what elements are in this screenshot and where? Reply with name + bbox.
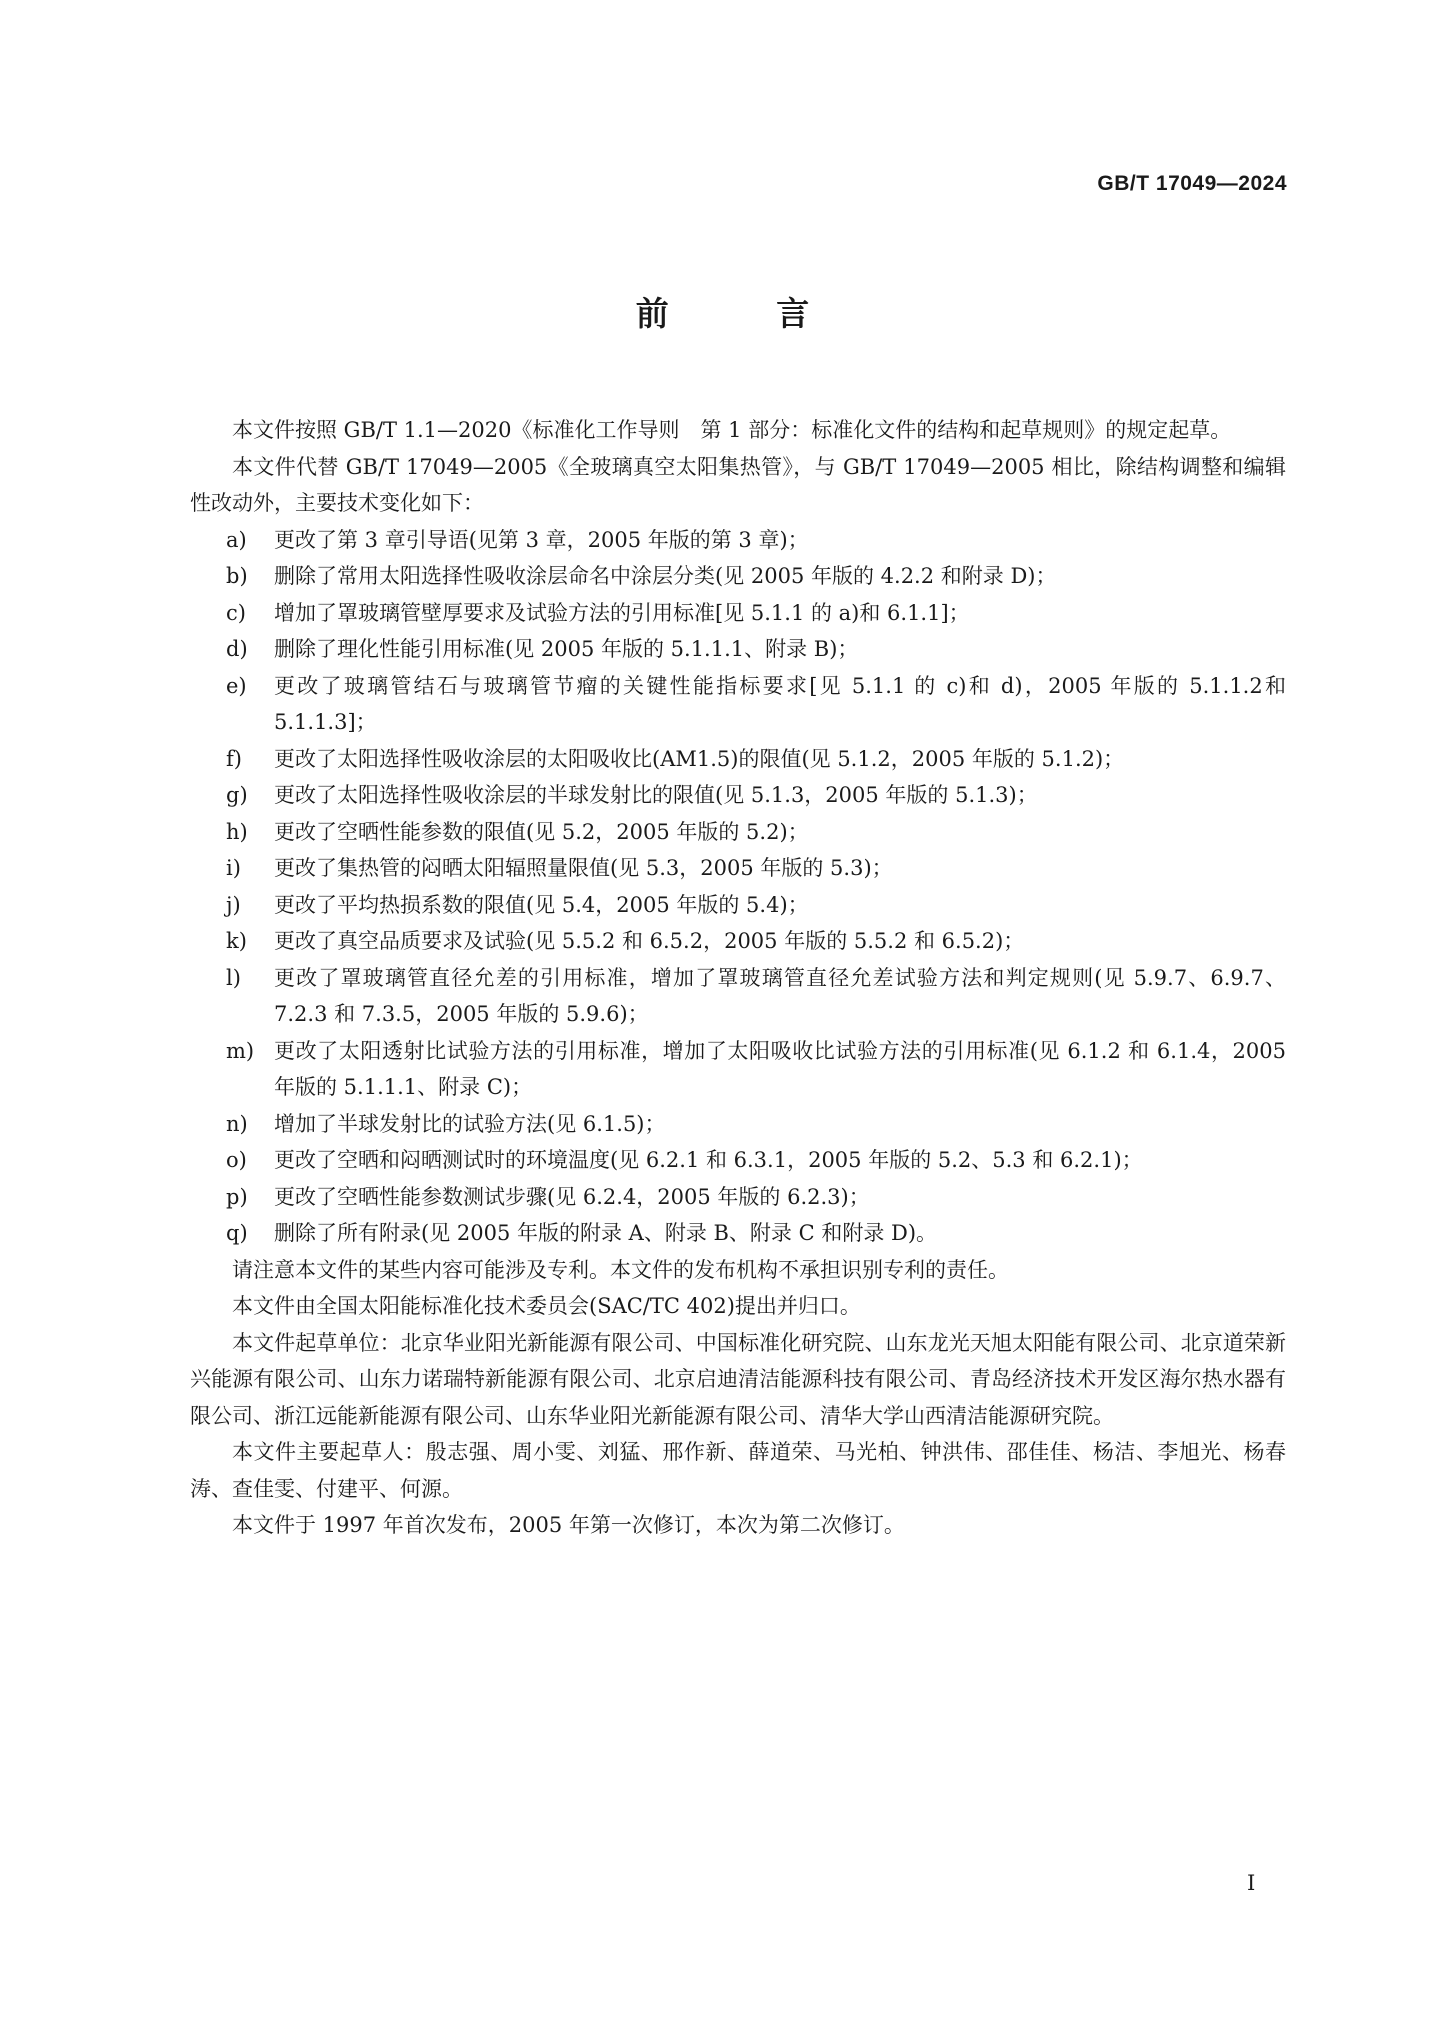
list-item-text: 更改了空晒性能参数的限值(见 5.2，2005 年版的 5.2)； xyxy=(274,819,809,844)
paragraph-patent-notice: 请注意本文件的某些内容可能涉及专利。本文件的发布机构不承担识别专利的责任。 xyxy=(232,1257,1009,1282)
preface-title: 前 言 xyxy=(635,294,858,333)
paragraph-drafting-units: 本文件起草单位：北京华业阳光新能源有限公司、中国标准化研究院、山东龙光天旭太阳能有限公司、北京道荣新兴能源有限公司、山东力诺瑞特新能源有限公司、北京启迪清洁能源科技有限公司、青岛经济技术开发区海尔热水器有限公司、浙江远能新能源有限公司、山东华业阳光新能源有限公司、清华大学山西清洁能源研究院。 xyxy=(190,1330,1286,1428)
list-item-marker: a) xyxy=(226,527,247,552)
list-item-marker: i) xyxy=(226,856,241,880)
list-item xyxy=(190,960,1286,1033)
list-item-text: 更改了空晒和闷晒测试时的环境温度(见 6.2.1 和 6.3.1，2005 年版的 5.2、5.3 和 6.2.1)； xyxy=(274,1148,1143,1172)
list-item xyxy=(190,1215,1286,1252)
list-item-text: 删除了所有附录(见 2005 年版的附录 A、附录 B、附录 C 和附录 D)。 xyxy=(274,1221,938,1245)
list-item xyxy=(190,668,1286,741)
list-item-text: 删除了理化性能引用标准(见 2005 年版的 5.1.1.1、附录 B)； xyxy=(274,637,859,661)
list-item-text: 更改了真空品质要求及试验(见 5.5.2 和 6.5.2，2005 年版的 5.5.2 和 6.5.2)； xyxy=(274,929,1025,953)
list-item-marker: n) xyxy=(226,1111,248,1136)
list-item-marker: l) xyxy=(226,965,241,990)
list-item-text: 更改了玻璃管结石与玻璃管节瘤的关键性能指标要求[见 5.1.1 的 c)和 d)，2005 年版的 5.1.1.2和 5.1.1.3]； xyxy=(274,673,1286,734)
list-item-marker: b) xyxy=(226,564,248,588)
list-item xyxy=(190,558,1286,595)
paragraph-drafting-rules: 本文件按照 GB/T 1.1—2020《标准化工作导则 第 1 部分：标准化文件的结构和起草规则》的规定起草。 xyxy=(232,418,1232,442)
list-item-marker: q) xyxy=(226,1221,248,1245)
list-item-marker: o) xyxy=(226,1148,247,1172)
list-item xyxy=(190,923,1286,960)
list-item-text: 更改了太阳选择性吸收涂层的半球发射比的限值(见 5.1.3，2005 年版的 5.1.3)； xyxy=(274,783,1038,807)
list-item xyxy=(190,1179,1286,1216)
list-item-text: 更改了罩玻璃管直径允差的引用标准，增加了罩玻璃管直径允差试验方法和判定规则(见 5.9.7、6.9.7、7.2.3 和 7.3.5，2005 年版的 5.9.6)； xyxy=(274,965,1286,1026)
list-item-text: 更改了集热管的闷晒太阳辐照量限值(见 5.3，2005 年版的 5.3)； xyxy=(274,856,893,880)
list-item xyxy=(190,814,1286,851)
paragraph-publication-history: 本文件于 1997 年首次发布，2005 年第一次修订，本次为第二次修订。 xyxy=(232,1513,905,1537)
list-item-text: 删除了常用太阳选择性吸收涂层命名中涂层分类(见 2005 年版的 4.2.2 和附录 D)； xyxy=(274,564,1057,588)
list-item-marker: p) xyxy=(226,1184,248,1209)
list-item xyxy=(190,1106,1286,1143)
list-item-marker: k) xyxy=(226,929,247,953)
list-item xyxy=(190,1033,1286,1106)
technical-changes-list xyxy=(190,522,1286,1252)
paragraph-proposer: 本文件由全国太阳能标准化技术委员会(SAC/TC 402)提出并归口。 xyxy=(232,1294,861,1318)
list-item xyxy=(190,631,1286,668)
list-item-text: 更改了平均热损系数的限值(见 5.4，2005 年版的 5.4)； xyxy=(274,892,809,917)
list-item-marker: j) xyxy=(226,892,241,917)
list-item-text: 更改了太阳透射比试验方法的引用标准，增加了太阳吸收比试验方法的引用标准(见 6.1.2 和 6.1.4，2005 年版的 5.1.1.1、附录 C)； xyxy=(274,1038,1286,1099)
preface-body xyxy=(190,412,1286,1544)
list-item-text: 增加了半球发射比的试验方法(见 6.1.5)； xyxy=(274,1111,666,1136)
list-item xyxy=(190,850,1286,887)
page-number: I xyxy=(1247,1871,1256,1895)
list-item-text: 增加了罩玻璃管壁厚要求及试验方法的引用标准[见 5.1.1 的 a)和 6.1.1]； xyxy=(274,600,970,625)
list-item-text: 更改了太阳选择性吸收涂层的太阳吸收比(AM1.5)的限值(见 5.1.2，2005 年版的 5.1.2)； xyxy=(274,746,1125,771)
list-item-marker: m) xyxy=(226,1038,255,1063)
standard-number: GB/T 17049—2024 xyxy=(1097,172,1287,195)
list-item-marker: g) xyxy=(226,783,248,807)
list-item-marker: e) xyxy=(226,673,247,698)
list-item xyxy=(190,1142,1286,1179)
list-item-marker: d) xyxy=(226,637,248,661)
paragraph-replacement: 本文件代替 GB/T 17049—2005《全玻璃真空太阳集热管》，与 GB/T 17049—2005 相比，除结构调整和编辑性改动外，主要技术变化如下： xyxy=(190,454,1286,515)
list-item xyxy=(190,741,1286,778)
list-item-text: 更改了第 3 章引导语(见第 3 章，2005 年版的第 3 章)； xyxy=(274,527,809,552)
list-item-marker: c) xyxy=(226,600,246,625)
list-item-marker: h) xyxy=(226,819,248,844)
list-item xyxy=(190,887,1286,924)
list-item-marker: f) xyxy=(226,746,242,771)
list-item xyxy=(190,522,1286,559)
list-item xyxy=(190,777,1286,814)
list-item-text: 更改了空晒性能参数测试步骤(见 6.2.4，2005 年版的 6.2.3)； xyxy=(274,1184,870,1209)
paragraph-drafters: 本文件主要起草人：殷志强、周小雯、刘猛、邢作新、薛道荣、马光柏、钟洪伟、邵佳佳、杨洁、李旭光、杨春涛、查佳雯、付建平、何源。 xyxy=(190,1440,1286,1501)
list-item xyxy=(190,595,1286,632)
